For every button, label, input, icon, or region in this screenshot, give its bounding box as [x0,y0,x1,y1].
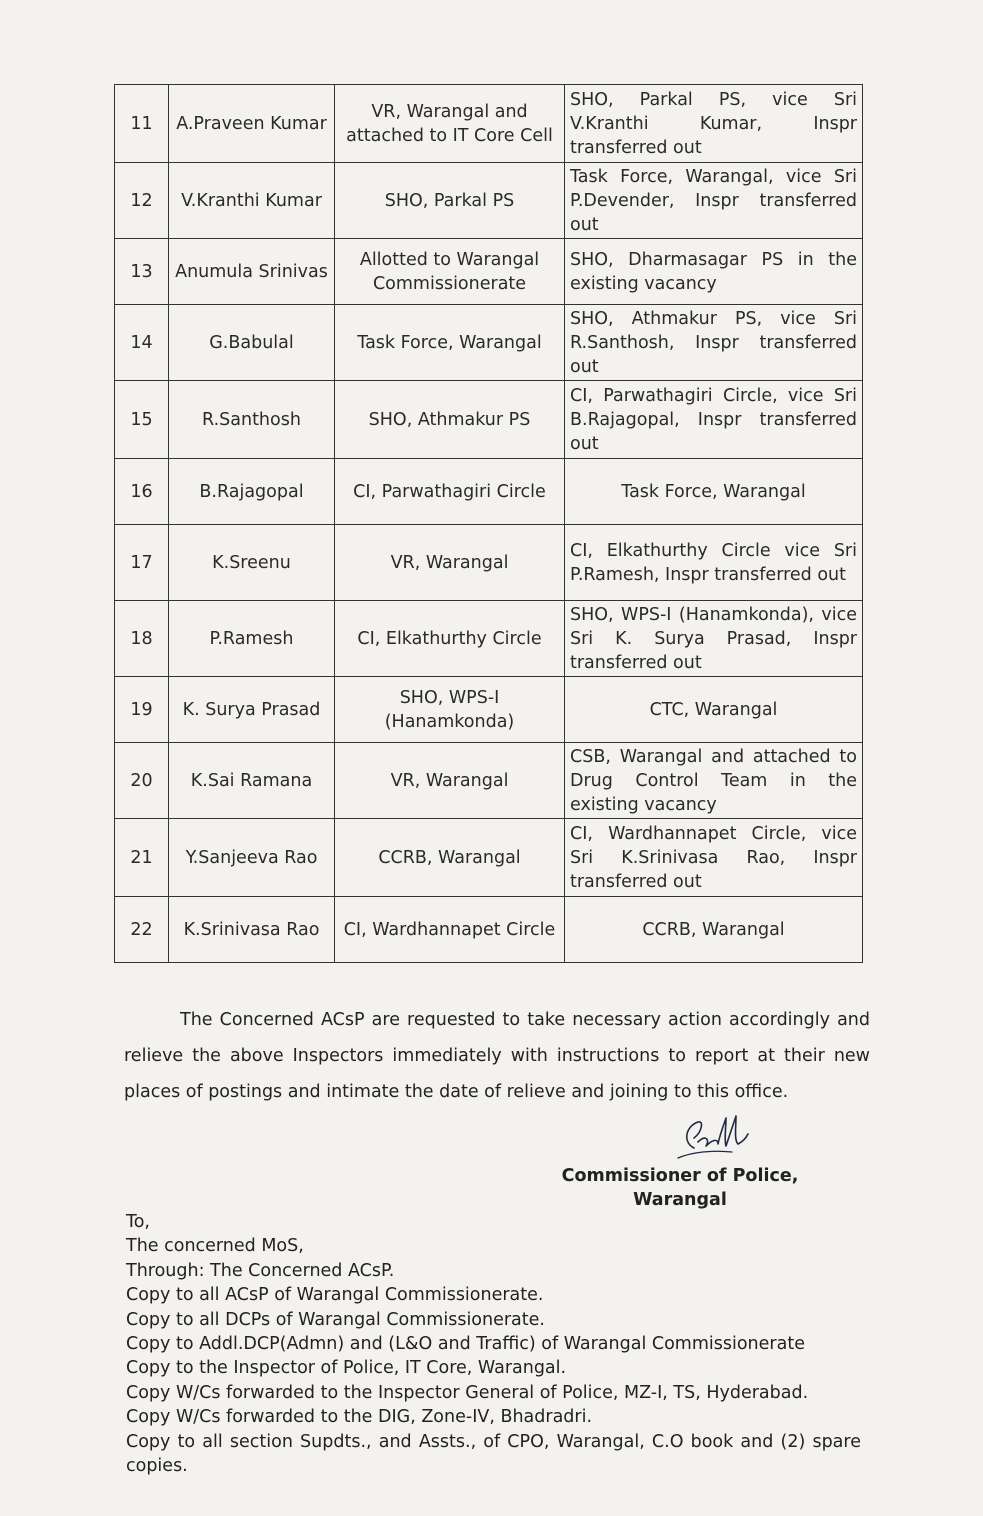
instruction-paragraph: The Concerned ACsP are requested to take necessary action accordingly and relieve the above Inspectors immediately with instructions to report at their new places of postings and intimate the date of relieve and joining to this office. [124,1010,870,1102]
table-row [115,601,863,677]
serial-number: 20 [115,743,169,819]
officer-name: K.Sai Ramana [169,743,335,819]
present-posting: Allotted to Warangal Commissionerate [335,239,565,305]
distribution-line: Copy to the Inspector of Police, IT Core, Warangal. [126,1358,567,1379]
transfer-table [114,84,863,963]
distribution-line: Copy W/Cs forwarded to the DIG, Zone-IV, Bhadradri. [126,1407,593,1428]
posted-to: CI, Elkathurthy Circle vice Sri P.Ramesh, Inspr transferred out [565,525,863,601]
table-row [115,743,863,819]
present-posting: SHO, WPS-I (Hanamkonda) [335,677,565,743]
distribution-line: Copy to all DCPs of Warangal Commissionerate. [126,1309,545,1330]
table-row [115,305,863,381]
officer-name: B.Rajagopal [169,459,335,525]
officer-name: V.Kranthi Kumar [169,163,335,239]
present-posting: SHO, Parkal PS [335,163,565,239]
table-row [115,677,863,743]
posted-to: SHO, Athmakur PS, vice Sri R.Santhosh, Inspr transferred out [565,305,863,381]
officer-name: G.Babulal [169,305,335,381]
posted-to: Task Force, Warangal, vice Sri P.Devender, Inspr transferred out [565,163,863,239]
serial-number: 12 [115,163,169,239]
serial-number: 22 [115,897,169,963]
serial-number: 18 [115,601,169,677]
distribution-line: Copy to Addl.DCP(Admn) and (L&O and Traffic) of Warangal Commissionerate [126,1334,805,1355]
posted-to: CI, Wardhannapet Circle, vice Sri K.Srinivasa Rao, Inspr transferred out [565,819,863,897]
distribution-line: Through: The Concerned ACsP. [126,1260,395,1281]
present-posting: CI, Parwathagiri Circle [335,459,565,525]
signatory-place: Warangal [633,1190,727,1210]
table-row [115,239,863,305]
officer-name: Y.Sanjeeva Rao [169,819,335,897]
posted-to: Task Force, Warangal [565,459,863,525]
table-row [115,897,863,963]
serial-number: 13 [115,239,169,305]
table-row [115,525,863,601]
officer-name: K.Sreenu [169,525,335,601]
transfer-table-body [115,85,863,963]
present-posting: VR, Warangal [335,525,565,601]
posted-to: SHO, Parkal PS, vice Sri V.Kranthi Kumar, Inspr transferred out [565,85,863,163]
present-posting: CCRB, Warangal [335,819,565,897]
distribution-line: The concerned MoS, [126,1236,304,1257]
present-posting: SHO, Athmakur PS [335,381,565,459]
present-posting: VR, Warangal [335,743,565,819]
posted-to: CI, Parwathagiri Circle, vice Sri B.Rajagopal, Inspr transferred out [565,381,863,459]
serial-number: 16 [115,459,169,525]
table-row [115,381,863,459]
present-posting: VR, Warangal and attached to IT Core Cell [335,85,565,163]
officer-name: K.Srinivasa Rao [169,897,335,963]
serial-number: 21 [115,819,169,897]
distribution-line: Copy to all ACsP of Warangal Commissionerate. [126,1285,544,1306]
posted-to: CCRB, Warangal [565,897,863,963]
signature-mark [672,1112,752,1166]
serial-number: 14 [115,305,169,381]
distribution-line: Copy to all section Supdts., and Assts., of CPO, Warangal, C.O book and (2) spare copies. [126,1431,861,1477]
posted-to: SHO, WPS-I (Hanamkonda), vice Sri K. Surya Prasad, Inspr transferred out [565,601,863,677]
present-posting: CI, Wardhannapet Circle [335,897,565,963]
distribution-line: Copy W/Cs forwarded to the Inspector General of Police, MZ-I, TS, Hyderabad. [126,1382,809,1403]
posted-to: SHO, Dharmasagar PS in the existing vacancy [565,239,863,305]
distribution-list [126,1210,861,1478]
posted-to: CSB, Warangal and attached to Drug Control Team in the existing vacancy [565,743,863,819]
distribution-line: To, [126,1212,150,1232]
table-row [115,459,863,525]
table-row [115,85,863,163]
officer-name: K. Surya Prasad [169,677,335,743]
present-posting: CI, Elkathurthy Circle [335,601,565,677]
officer-name: R.Santhosh [169,381,335,459]
table-row [115,819,863,897]
officer-name: A.Praveen Kumar [169,85,335,163]
serial-number: 11 [115,85,169,163]
serial-number: 15 [115,381,169,459]
present-posting: Task Force, Warangal [335,305,565,381]
officer-name: P.Ramesh [169,601,335,677]
signatory-designation: Commissioner of Police, [561,1166,799,1186]
posted-to: CTC, Warangal [565,677,863,743]
table-row [115,163,863,239]
serial-number: 19 [115,677,169,743]
officer-name: Anumula Srinivas [169,239,335,305]
serial-number: 17 [115,525,169,601]
signatory-block [560,1164,800,1212]
